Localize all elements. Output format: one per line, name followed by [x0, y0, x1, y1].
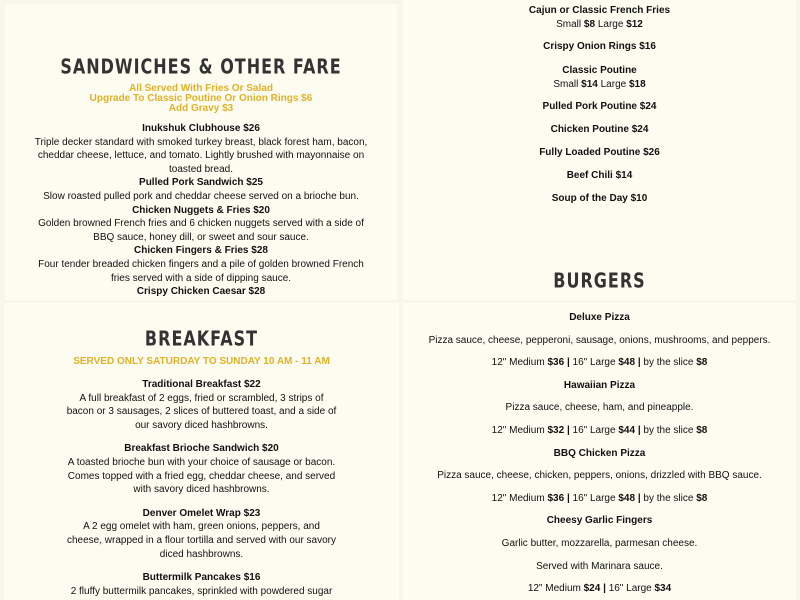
size-prices: 12" Medium $36 | 16" Large $48 | by the slice $8	[491, 492, 708, 504]
size-label: 12" Medium	[491, 424, 545, 436]
size-label: Large	[597, 19, 624, 30]
price: $36	[547, 357, 565, 369]
menu-item-desc: toasted bread.	[169, 163, 233, 175]
price: $34	[654, 583, 672, 595]
price: $12	[626, 19, 643, 30]
price: $32	[547, 424, 565, 436]
price: $8	[583, 19, 596, 30]
sandwiches-list	[5, 122, 397, 299]
size-label: Small	[556, 19, 582, 30]
note-line: All Served With Fries Or Salad	[129, 83, 273, 94]
price: $36	[547, 492, 565, 504]
menu-item-name: BBQ Chicken Pizza	[553, 447, 646, 459]
note-line: Add Gravy $3	[168, 103, 234, 114]
price: $8	[696, 357, 708, 369]
menu-item-desc: Four tender breaded chicken fingers and a pile of golden browned French	[38, 258, 364, 270]
pizza-list	[403, 311, 796, 596]
size-prices	[403, 18, 796, 32]
menu-item-name: Crispy Chicken Caesar $28	[136, 286, 266, 298]
sandwiches-title: SANDWICHES & OTHER FARE	[60, 54, 342, 79]
price: $18	[628, 79, 646, 90]
menu-item-desc: diced hashbrowns.	[159, 548, 244, 560]
menu-item-desc: fries served with a side of dipping sauce.	[110, 272, 292, 284]
menu-item-name: Denver Omelet Wrap $23	[142, 507, 261, 519]
menu-item-desc: A toasted brioche bun with your choice of sausage or bacon.	[67, 456, 336, 468]
menu-item-desc: Slow roasted pulled pork and cheddar cheese served on a brioche bun.	[43, 190, 359, 202]
menu-item-name: Chicken Fingers & Fries $28	[134, 245, 268, 257]
price: $8	[696, 492, 708, 504]
breakfast-panel	[4, 303, 399, 600]
menu-item-name: Chicken Nuggets & Fries $20	[132, 204, 270, 216]
menu-item-desc: Comes topped with a fried egg, cheddar cheese, and served	[67, 470, 336, 482]
menu-item-name: Classic Poutine	[562, 65, 637, 76]
pizza-panel	[403, 303, 796, 600]
menu-item-desc: Golden browned French fries and 6 chicken nuggets served with a side of	[38, 218, 364, 230]
size-label: by the slice	[643, 492, 694, 504]
sides-panel	[403, 0, 796, 300]
size-label: 16" Large	[608, 583, 652, 595]
size-label: 16" Large	[572, 424, 616, 436]
menu-item-name: Beef Chili $14	[566, 170, 633, 181]
menu-item-desc: 2 fluffy buttermilk pancakes, sprinkled with powdered sugar	[70, 585, 333, 597]
menu-item-name: Inukshuk Clubhouse $26	[142, 123, 260, 134]
menu-item-desc: A full breakfast of 2 eggs, fried or scrambled, 3 strips of	[79, 392, 324, 404]
menu-item-desc: Pizza sauce, cheese, ham, and pineapple.	[505, 402, 694, 414]
sandwiches-notes	[5, 84, 397, 114]
menu-item-name: Deluxe Pizza	[569, 312, 630, 323]
price: $8	[696, 424, 708, 436]
menu-item-name: Fully Loaded Poutine $26	[539, 147, 660, 158]
menu-item-name: Buttermilk Pancakes $16	[142, 572, 261, 584]
menu-item-desc: Pizza sauce, cheese, pepperoni, sausage, onions, mushrooms, and peppers.	[428, 334, 771, 346]
menu-item-desc: Garlic butter, mozzarella, parmesan cheese.	[501, 537, 698, 549]
menu-item-desc: cheddar cheese, lettuce, and tomato. Lightly brushed with mayonnaise on	[37, 150, 365, 162]
menu-item-desc: Triple decker standard with smoked turkey breast, black forest ham, bacon,	[34, 136, 368, 148]
menu-item-name: Traditional Breakfast $22	[142, 379, 261, 390]
size-prices: 12" Medium $36 | 16" Large $48 | by the slice $8	[491, 357, 708, 369]
menu-item-desc: Pizza sauce, cheese, chicken, peppers, onions, drizzled with BBQ sauce.	[437, 470, 762, 482]
menu-item-desc: with savory diced hashbrowns.	[133, 484, 270, 496]
price: $14	[581, 79, 598, 90]
size-label: 16" Large	[572, 492, 616, 504]
size-prices	[403, 78, 796, 92]
note-line: Upgrade To Classic Poutine Or Onion Rings $6	[89, 93, 313, 104]
burgers-title: BURGERS	[553, 268, 646, 293]
menu-item-name: Chicken Poutine $24	[550, 124, 649, 135]
menu-item-name: Pulled Pork Sandwich $25	[139, 177, 263, 189]
menu-item-name: Soup of the Day $10	[551, 193, 648, 204]
size-prices: 12" Medium $24 | 16" Large $34	[527, 583, 672, 595]
size-label: 12" Medium	[527, 583, 581, 595]
menu-item-name: Breakfast Brioche Sandwich $20	[124, 443, 279, 455]
size-label: by the slice	[643, 357, 694, 369]
menu-item-name: Cajun or Classic French Fries	[528, 5, 671, 16]
breakfast-subtitle: SERVED ONLY SATURDAY TO SUNDAY 10 AM - 11 AM	[73, 356, 330, 367]
price: $48	[618, 492, 636, 504]
sandwiches-panel	[5, 4, 397, 300]
menu-item-desc: our savory diced hashbrowns.	[135, 419, 268, 431]
size-label: 16" Large	[572, 357, 616, 369]
menu-item-desc: bacon or 3 sausages, 2 slices of buttered toast, and a side of	[66, 406, 337, 418]
size-prices: 12" Medium $32 | 16" Large $44 | by the slice $8	[491, 424, 708, 436]
price: $24	[583, 583, 601, 595]
menu-item-desc: cheese, wrapped in a flour tortilla and served with our savory	[66, 534, 337, 546]
size-label: 12" Medium	[491, 492, 545, 504]
price: $44	[618, 424, 636, 436]
price: $48	[618, 357, 636, 369]
size-label: 12" Medium	[491, 357, 545, 369]
menu-item-note: Served with Marinara sauce.	[536, 560, 663, 572]
menu-item-name: Cheesy Garlic Fingers	[546, 515, 653, 527]
menu-item-name: Pulled Pork Poutine $24	[542, 101, 657, 112]
menu-item-name: Crispy Onion Rings $16	[543, 41, 656, 52]
menu-item-desc: BBQ sauce, honey dill, or sweet and sour sauce.	[93, 231, 309, 243]
breakfast-title: BREAKFAST	[144, 326, 259, 351]
menu-item-desc: A 2 egg omelet with ham, green onions, peppers, and	[83, 521, 320, 533]
breakfast-list	[4, 378, 399, 598]
size-label: by the slice	[643, 424, 694, 436]
size-label: Large	[600, 79, 627, 90]
menu-item-name: Hawaiian Pizza	[563, 379, 636, 391]
size-label: Small	[553, 79, 579, 90]
